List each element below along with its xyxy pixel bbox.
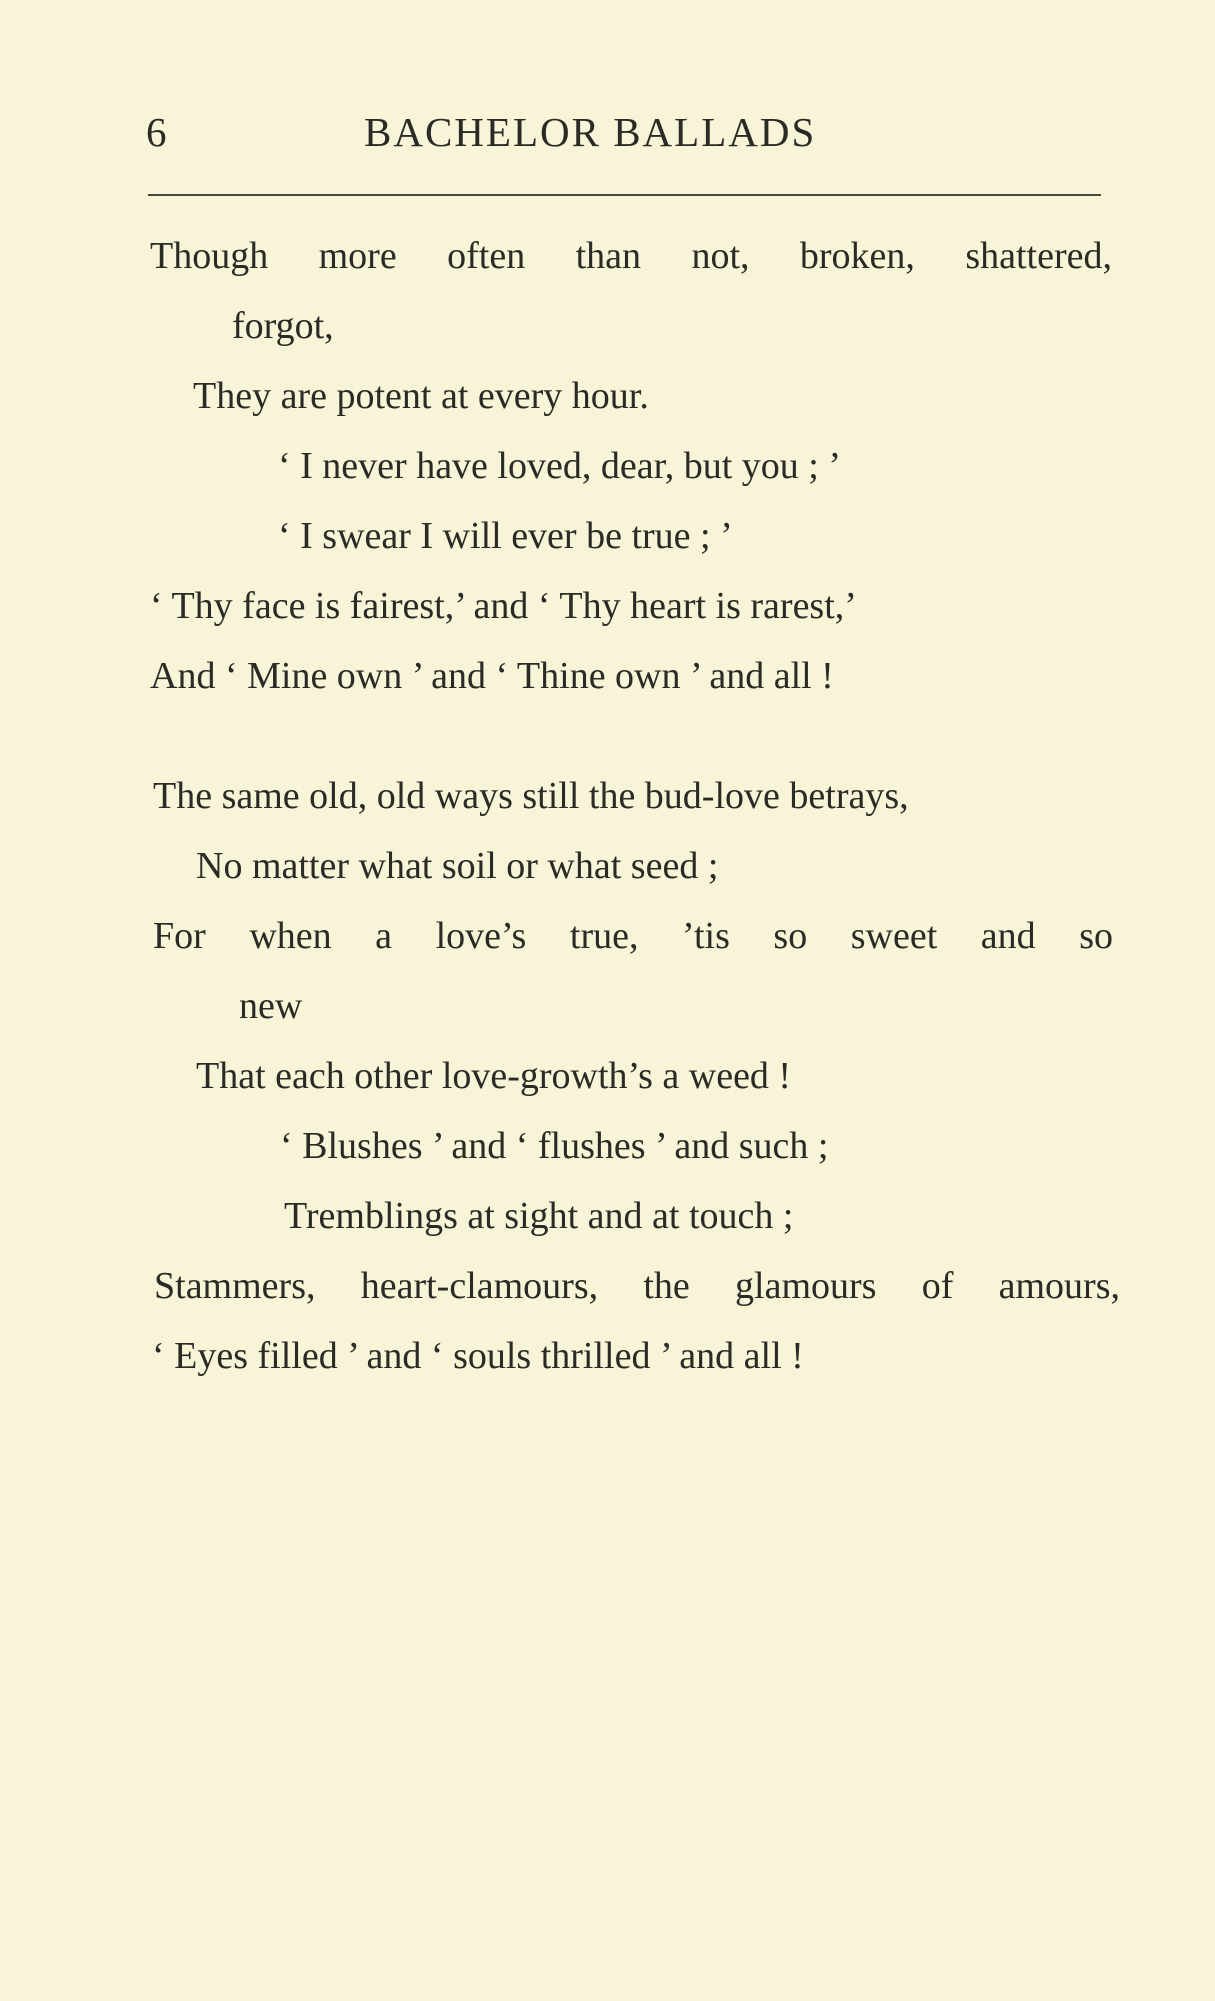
poem-line: Though more often than not, broken, shattered,: [150, 235, 1112, 277]
page-header: [146, 108, 1101, 168]
poem-line: ‘ I swear I will ever be true ; ’: [278, 515, 733, 557]
poem-line: forgot,: [232, 305, 334, 347]
running-title: BACHELOR BALLADS: [364, 109, 817, 155]
poem-line: The same old, old ways still the bud-love betrays,: [153, 775, 909, 817]
poem-line: Stammers, heart-clamours, the glamours of amours,: [154, 1265, 1120, 1307]
poem-line: ‘ Blushes ’ and ‘ flushes ’ and such ;: [280, 1125, 829, 1167]
header-rule: [148, 194, 1101, 196]
page-number: 6: [146, 109, 168, 155]
poem-line: Tremblings at sight and at touch ;: [284, 1195, 794, 1237]
poem-line: For when a love’s true, ’tis so sweet and so: [153, 915, 1113, 957]
poem-line: And ‘ Mine own ’ and ‘ Thine own ’ and all !: [150, 655, 834, 697]
poem-line: new: [239, 985, 303, 1027]
poem-line: ‘ Eyes filled ’ and ‘ souls thrilled ’ and all !: [152, 1335, 804, 1377]
poem-line: They are potent at every hour.: [193, 375, 649, 417]
poem-line: No matter what soil or what seed ;: [196, 845, 719, 887]
poem-line: ‘ I never have loved, dear, but you ; ’: [278, 445, 841, 487]
poem-line: ‘ Thy face is fairest,’ and ‘ Thy heart is rarest,’: [150, 585, 857, 627]
poem-line: That each other love-growth’s a weed !: [196, 1055, 792, 1097]
